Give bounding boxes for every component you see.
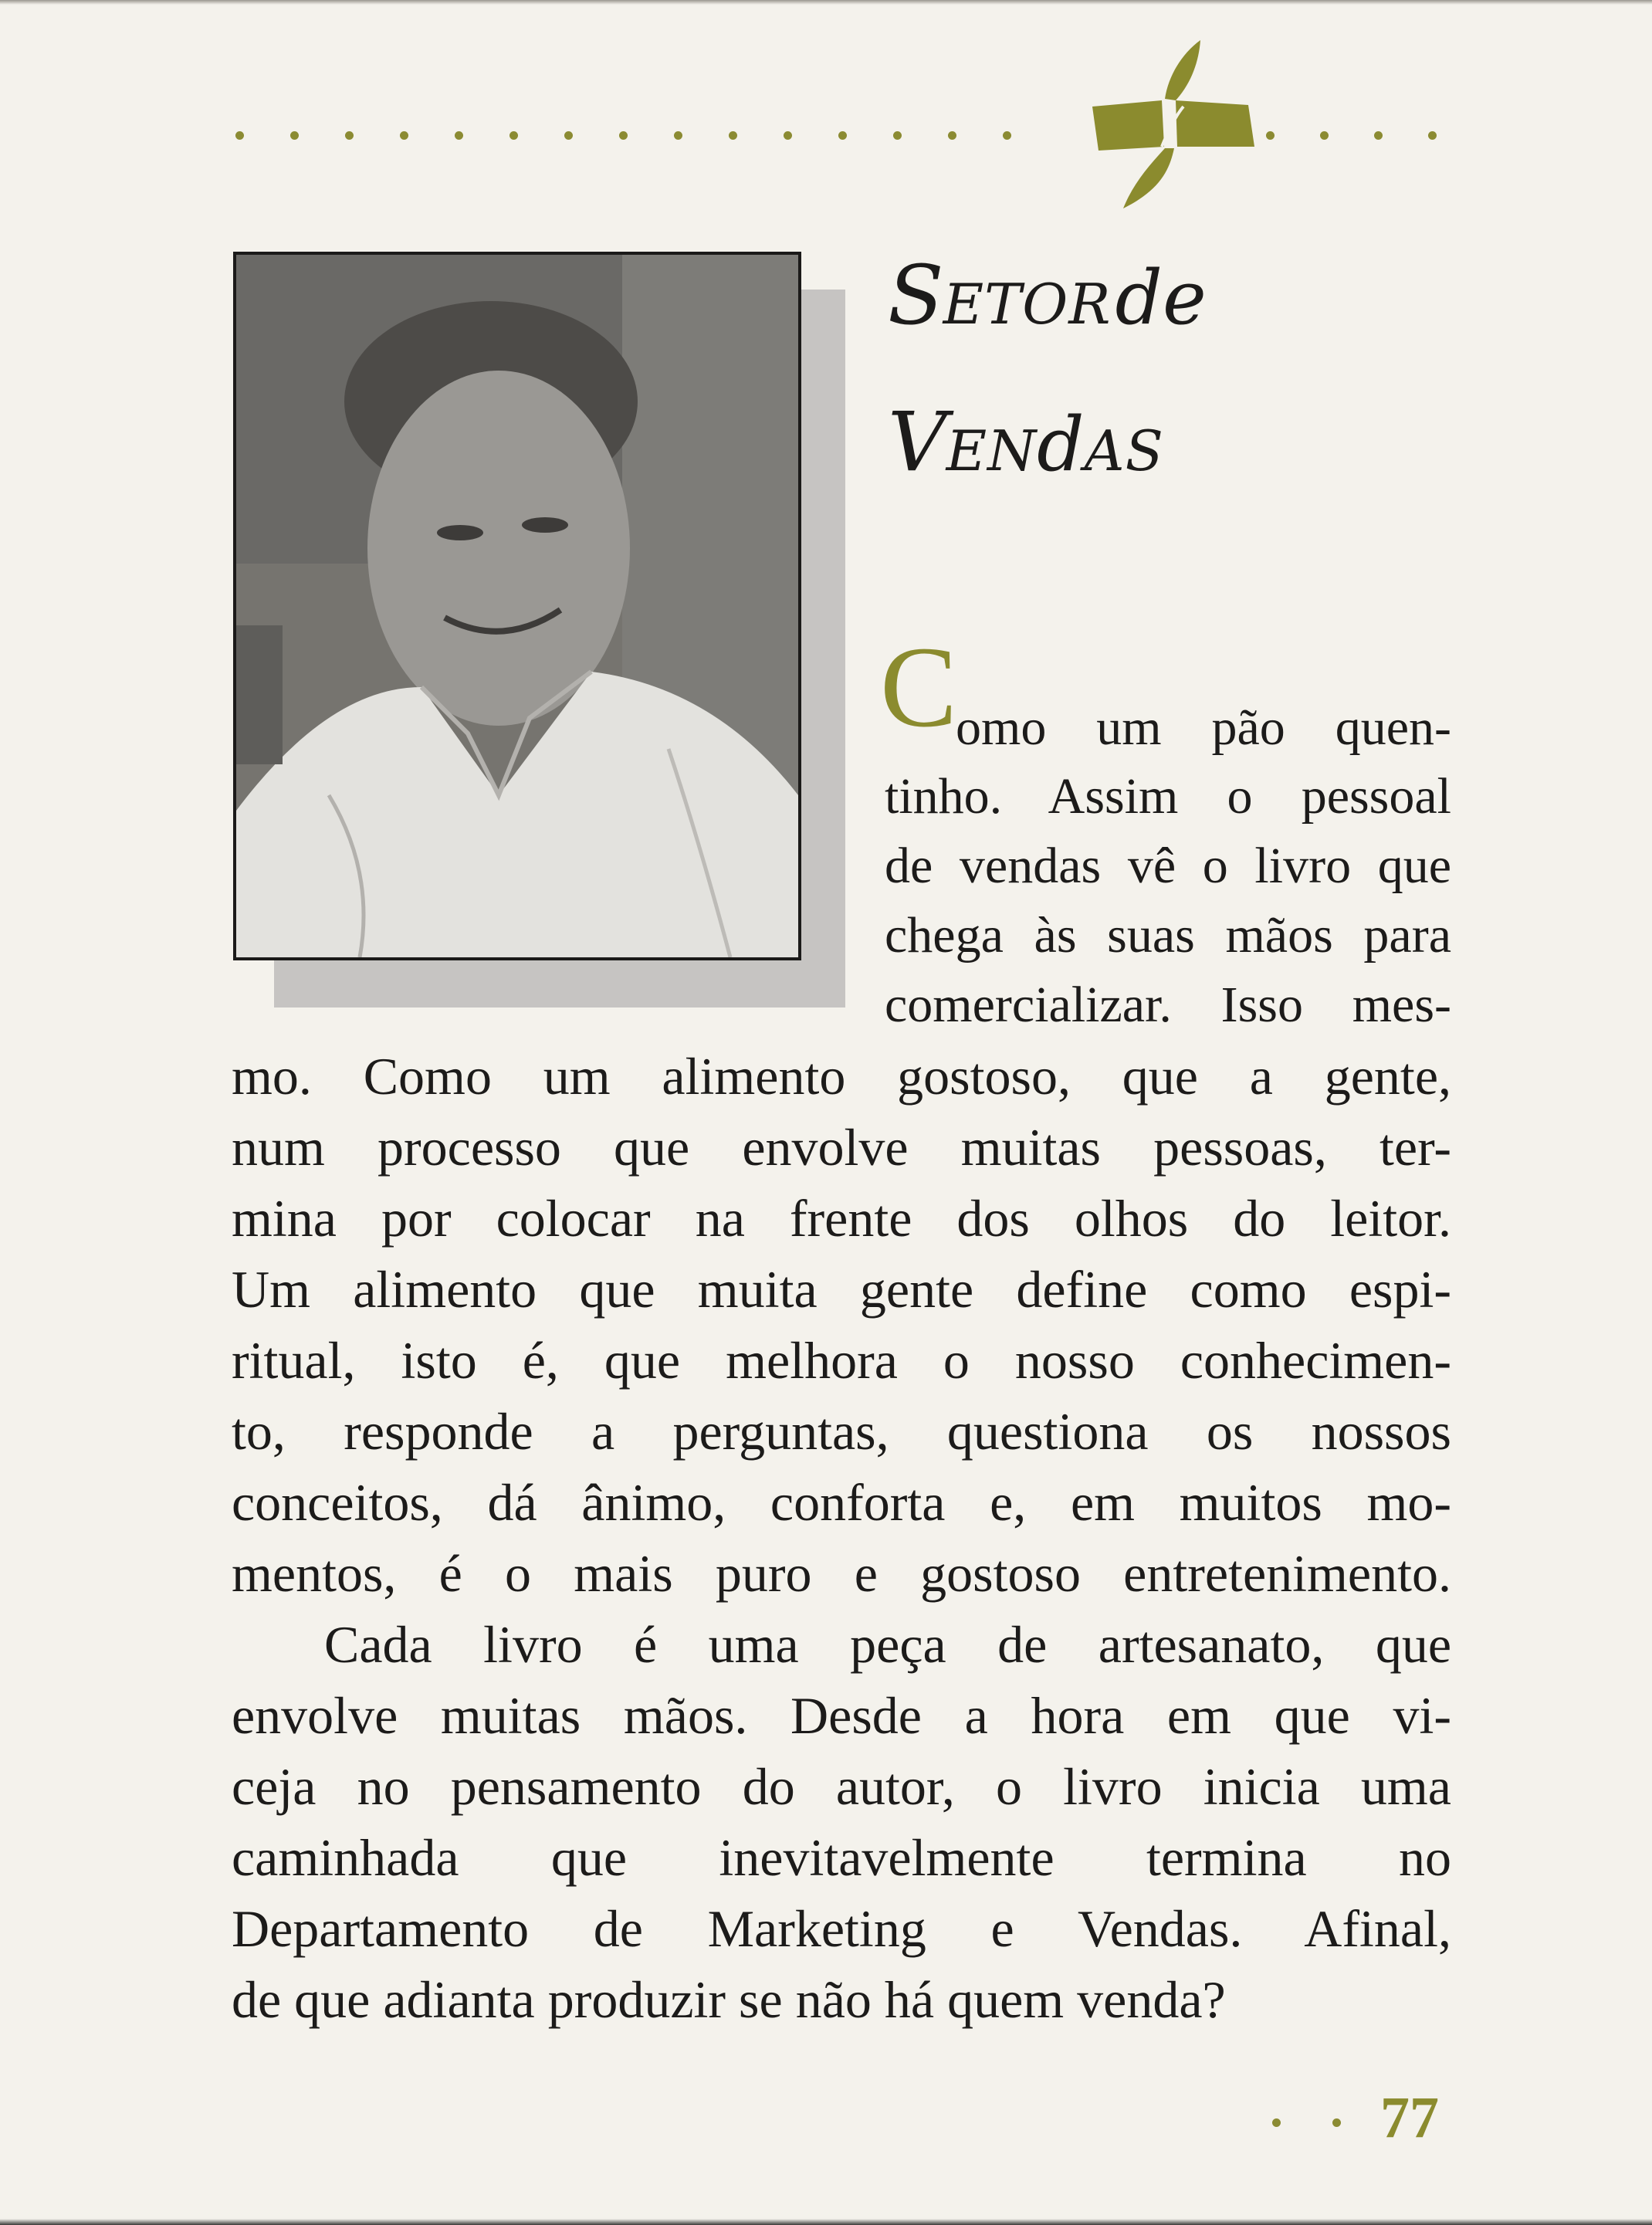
text-line: num processo que envolve muitas pessoas, ter- <box>232 1118 1451 1177</box>
text-line: chega às suas mãos para <box>885 907 1451 963</box>
rule-dot <box>729 131 737 140</box>
text-line: ritual, isto é, que melhora o nosso conhecimen- <box>232 1331 1451 1390</box>
rule-dot <box>784 131 792 140</box>
leaf-cross-ornament-icon <box>1085 39 1262 212</box>
title-line-2 <box>888 395 1428 548</box>
text-line: de que adianta produzir se não há quem venda? <box>232 1970 1226 2029</box>
rule-dot <box>564 131 573 140</box>
rule-dot <box>948 131 956 140</box>
text-line: mentos, é o mais puro e gostoso entretenimento. <box>232 1544 1451 1603</box>
text-line: omo um pão quen- <box>956 699 1451 756</box>
dotted-rule <box>235 128 1447 144</box>
folio-dot <box>1272 2118 1281 2127</box>
rule-dot <box>455 131 463 140</box>
rule-dot <box>1003 131 1011 140</box>
title-smallcaps: ETOR <box>943 272 1112 337</box>
rule-dot <box>674 131 682 140</box>
rule-dot <box>1374 131 1383 140</box>
text-line: ceja no pensamento do autor, o livro inicia uma <box>232 1757 1451 1816</box>
text-line: caminhada que inevitavelmente termina no <box>232 1828 1451 1887</box>
rule-dot <box>509 131 518 140</box>
text-line: envolve muitas mãos. Desde a hora em que vi- <box>232 1686 1451 1745</box>
rule-dot <box>838 131 847 140</box>
title-lower: d <box>1037 401 1085 488</box>
title-cap: V <box>888 395 946 489</box>
rule-dot <box>235 131 244 140</box>
text-line: de vendas vê o livro que <box>885 838 1451 894</box>
folio-dot <box>1332 2118 1341 2127</box>
text-line: mina por colocar na frente dos olhos do leitor. <box>232 1189 1451 1248</box>
rule-dot <box>345 131 354 140</box>
rule-dot <box>1266 131 1275 140</box>
rule-dot <box>400 131 408 140</box>
page-edge-top <box>0 0 1652 5</box>
title-smallcaps: AS <box>1084 418 1164 483</box>
page-title <box>888 248 1428 548</box>
title-smallcaps: EN <box>946 418 1038 483</box>
rule-dot <box>1320 131 1329 140</box>
title-connector: de <box>1115 255 1207 341</box>
page-folio <box>1272 2084 1450 2154</box>
page-number: 77 <box>1380 2085 1439 2150</box>
text-line: comercializar. Isso mes- <box>885 977 1451 1033</box>
title-line-1 <box>888 248 1428 401</box>
title-cap: S <box>888 248 943 343</box>
rule-dot <box>619 131 628 140</box>
drop-cap: C <box>880 623 958 751</box>
portrait-photo <box>233 252 801 960</box>
rule-dot <box>1428 131 1437 140</box>
rule-dot <box>893 131 902 140</box>
text-line: mo. Como um alimento gostoso, que a gente, <box>232 1047 1451 1106</box>
text-line: Cada livro é uma peça de artesanato, que <box>324 1615 1451 1674</box>
text-line: Departamento de Marketing e Vendas. Afinal, <box>232 1899 1451 1958</box>
text-line: tinho. Assim o pessoal <box>885 768 1451 825</box>
text-line: to, responde a perguntas, questiona os nossos <box>232 1402 1451 1461</box>
rule-dot <box>290 131 299 140</box>
page-edge-bottom <box>0 2219 1652 2225</box>
text-line: conceitos, dá ânimo, conforta e, em muitos mo- <box>232 1473 1451 1532</box>
text-line: Um alimento que muita gente define como espi- <box>232 1260 1451 1319</box>
